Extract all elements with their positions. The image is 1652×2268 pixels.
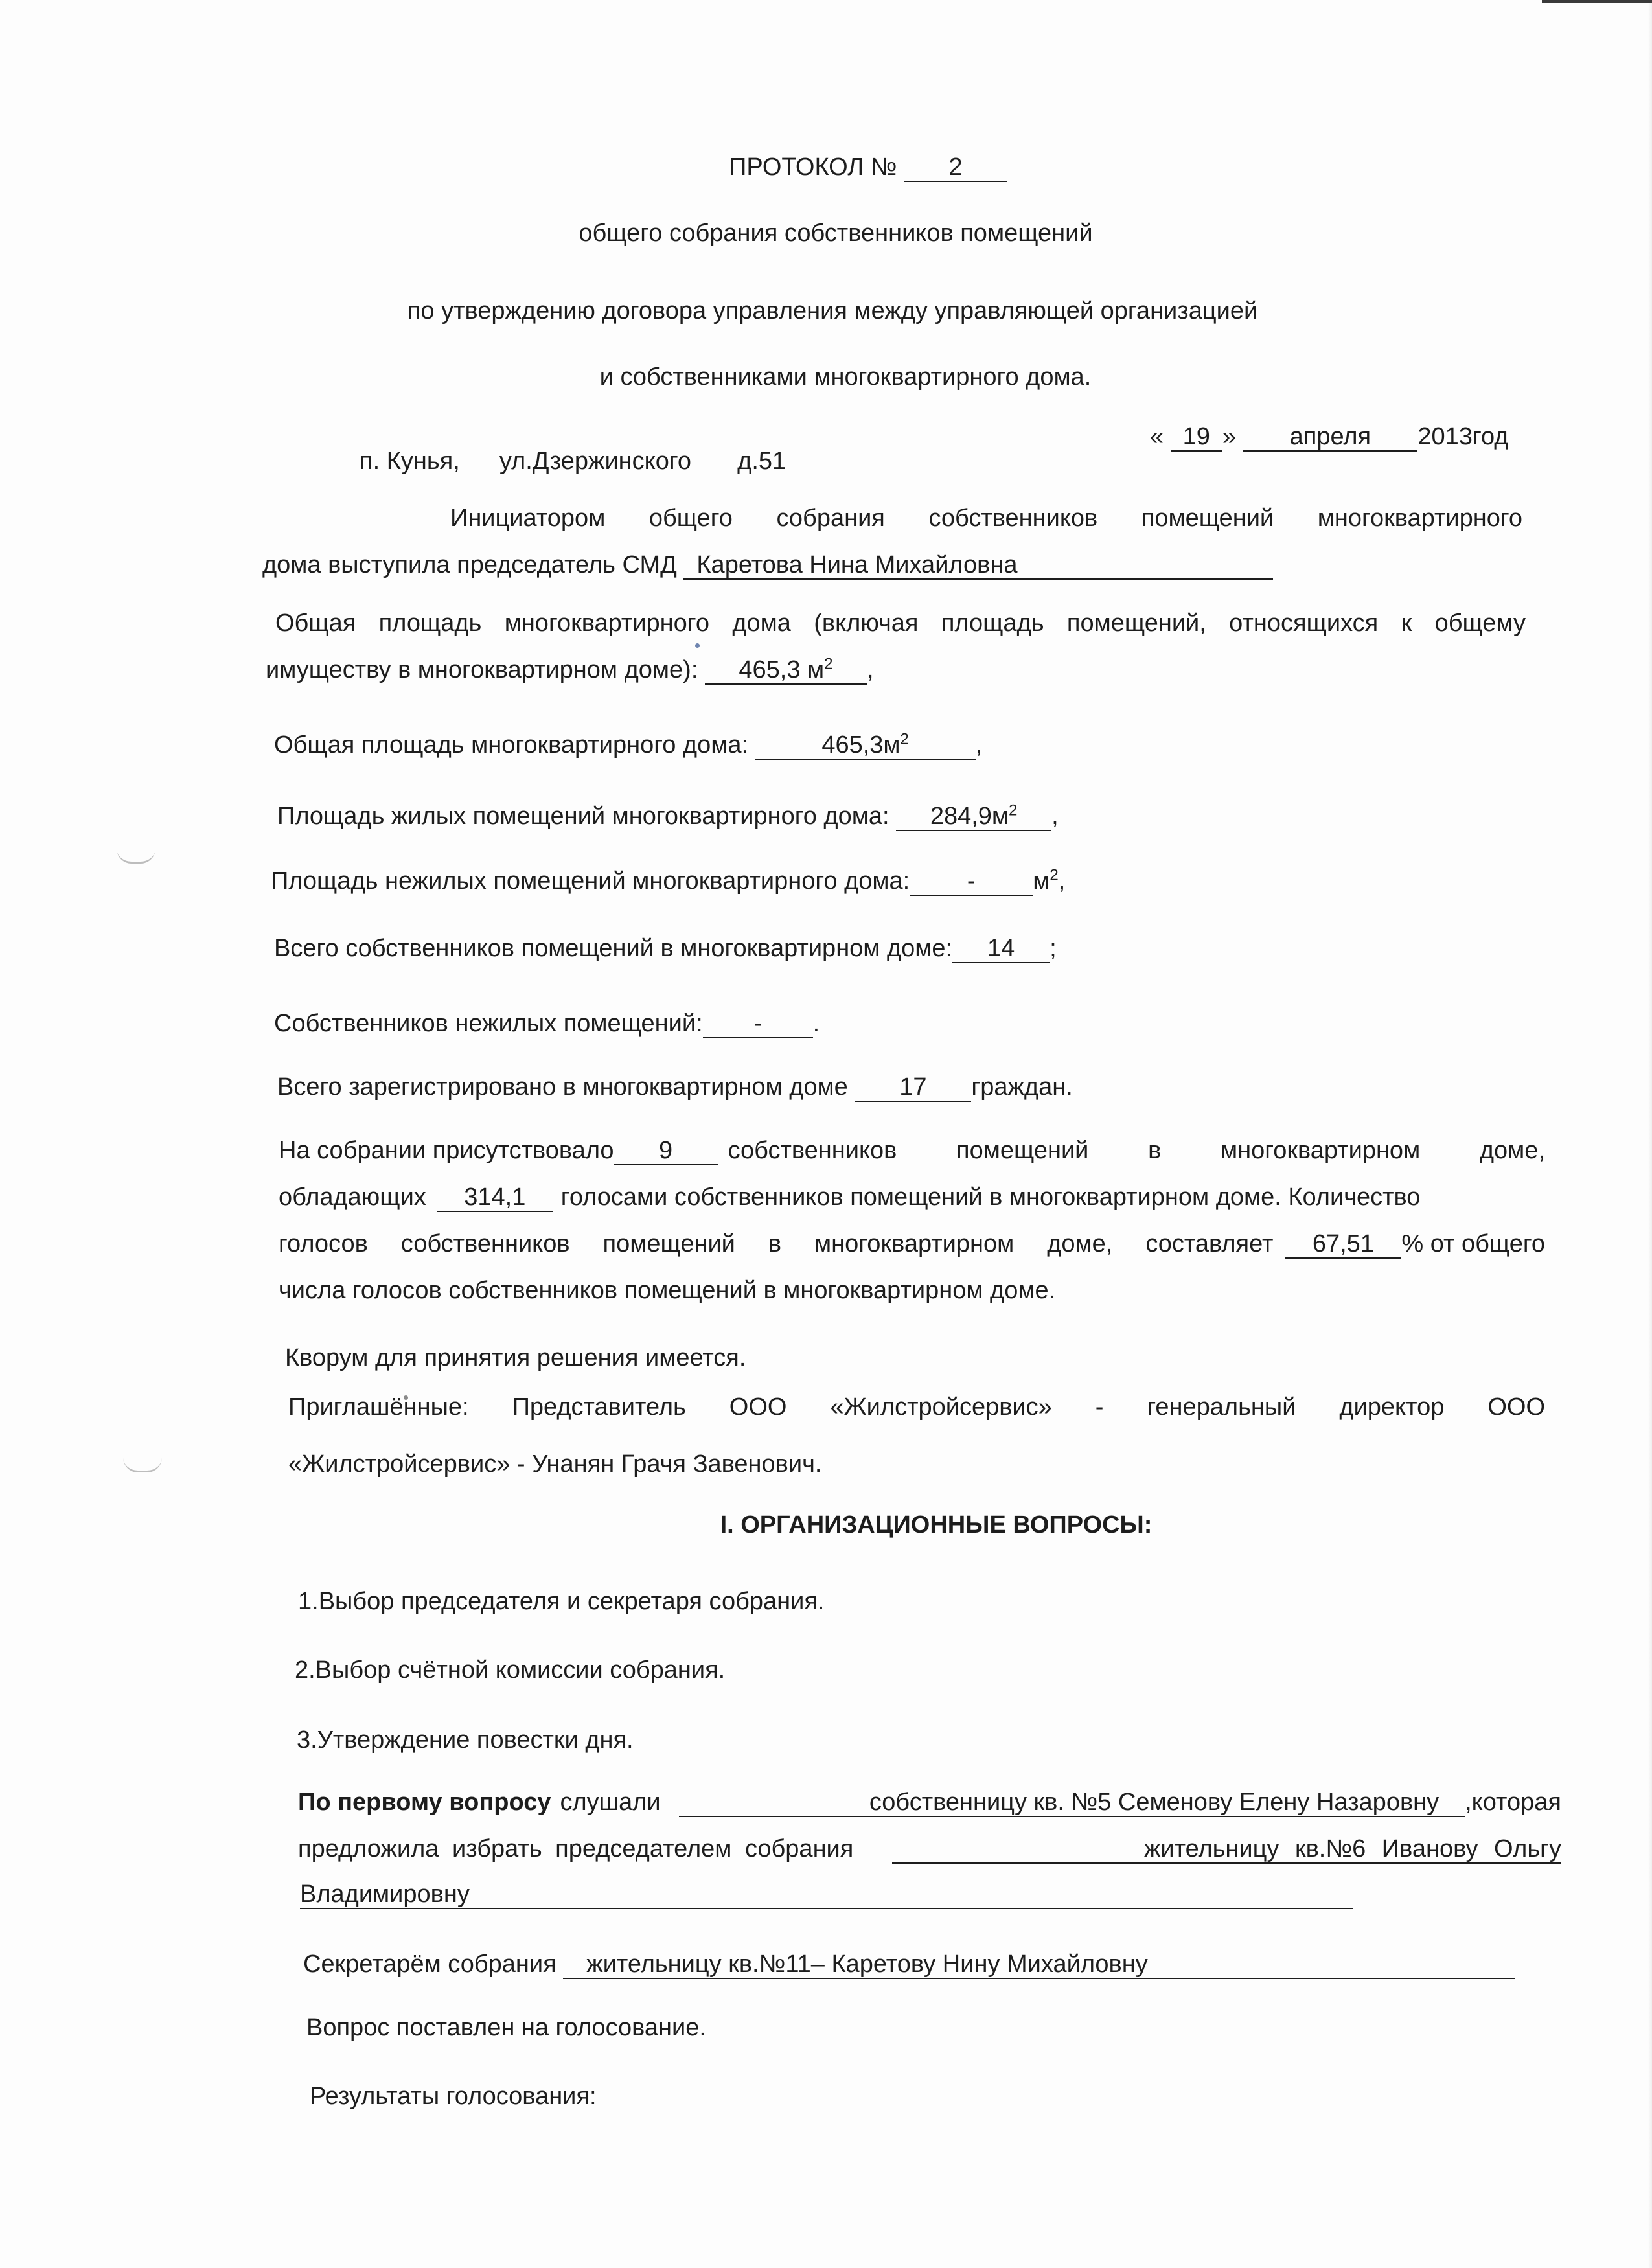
registered-line: Всего зарегистрировано в многоквартирном доме 17 граждан. (277, 1073, 1073, 1101)
scan-artifact-mark (117, 849, 155, 864)
chair-candidate-cont: Владимировну (300, 1881, 1353, 1909)
protocol-label: ПРОТОКОЛ № (729, 154, 897, 181)
first-question-line-3 (300, 1879, 1353, 1910)
first-question-line-1: По первому вопросу слушали собственницу кв. №5 Семенову Елену Назаровну ,которая (298, 1787, 1561, 1818)
agenda-item-2: 2.Выбор счётной комиссии собрания. (295, 1656, 726, 1684)
votes-percent: 67,51 (1285, 1230, 1401, 1259)
total-area-incl-line-1: Общая площадь многоквартирного дома (включая площадь помещений, относящихся к общему (275, 610, 1526, 637)
title-line-3: и собственниками многоквартирного дома. (599, 363, 1092, 391)
title-line-1: общего собрания собственников помещений (579, 220, 1093, 247)
quote-open: « (1150, 423, 1164, 450)
total-area-line: Общая площадь многоквартирного дома: $465,3м^2$ , (274, 730, 983, 759)
total-area-incl-line-2: имуществу в многоквартирном доме): 465,3 $м^2$ , (266, 655, 874, 683)
vote-put-statement: Вопрос поставлен на голосование. (306, 2014, 706, 2041)
owners-total-line: Всего собственников помещений в многоквартирном доме: 14 ; (274, 935, 1057, 962)
first-question-line-2: предложила избрать председателем собрания жительницу кв.№6 Иванову Ольгу (298, 1835, 1561, 1862)
settlement: п. Кунья, (360, 448, 460, 475)
total-area-incl-value: 465,3 $м^2$ (705, 656, 867, 685)
nonliving-area-line: Площадь нежилых помещений многоквартирного дома: - $м^2$, (271, 866, 1066, 895)
attendance-line-3: голосов собственников помещений в многоквартирном доме, составляет 67,51 % от общего (279, 1230, 1545, 1257)
registered-value: 17 (855, 1073, 971, 1102)
protocol-title (729, 152, 1007, 183)
agenda-item-3: 3.Утверждение повестки дня. (297, 1726, 634, 1754)
house-number: д.51 (737, 448, 786, 475)
attendance-line-1: На собрании присутствовало 9 собственников помещений в многоквартирном доме, (279, 1137, 1545, 1164)
chair-candidate: жительницу кв.№6 Иванову Ольгу (892, 1835, 1561, 1864)
secretary-value: жительницу кв.№11– Каретову Нину Михайловну (563, 1951, 1515, 1979)
secretary-line: Секретарём собрания жительницу кв.№11– Каретову Нину Михайловну (303, 1949, 1515, 1980)
nonliving-area-value: - (910, 867, 1033, 896)
nonliving-area-unit: м (1033, 867, 1050, 895)
scan-top-mark (1542, 0, 1652, 3)
attendance-line-2: обладающих 314,1 голосами собственников помещений в многоквартирном доме. Количество (279, 1184, 1421, 1211)
quote-close: » (1222, 423, 1236, 450)
total-area-value: $465,3м^2$ (755, 731, 976, 760)
date-month: апреля (1243, 423, 1417, 452)
title-line-2: по утверждению договора управления между управляющей организацией (407, 297, 1258, 325)
initiator-line-1: Инициатором общего собрания собственников помещений многоквартирного (450, 505, 1522, 532)
initiator-line-2: дома выступила председатель СМД Каретова Нина Михайловна (262, 549, 1273, 580)
quorum-statement: Кворум для принятия решения имеется. (285, 1344, 746, 1371)
owners-nonliving-line: Собственников нежилых помещений: - . (274, 1010, 820, 1037)
owners-total-value: 14 (952, 935, 1050, 963)
living-area-line: Площадь жилых помещений многоквартирного дома: $284,9м^2$ , (277, 801, 1059, 830)
invited-line-2: «Жилстройсервис» - Унанян Грачя Завенович. (288, 1450, 822, 1478)
street: ул.Дзержинского (499, 448, 692, 475)
scan-edge-shadow (1648, 0, 1652, 2268)
attendance-line-4: числа голосов собственников помещений в многоквартирном доме. (279, 1277, 1056, 1304)
date-day: 19 (1171, 423, 1222, 452)
initiator-name: Каретова Нина Михайловна (683, 551, 1273, 580)
owners-nonliving-value: - (703, 1010, 813, 1038)
voting-results-label: Результаты голосования: (310, 2083, 597, 2110)
date-line (1150, 421, 1508, 452)
place-line (360, 446, 786, 477)
protocol-number: 2 (904, 154, 1007, 182)
invited-line-1: Приглашённые: Представитель ООО «Жилстройсервис» - генеральный директор ООО (288, 1393, 1545, 1421)
attendees-count: 9 (614, 1137, 718, 1165)
scan-artifact-dot (695, 643, 700, 648)
scan-artifact-mark (123, 1458, 162, 1472)
first-question-speaker: собственницу кв. №5 Семенову Елену Назаровну (679, 1789, 1465, 1817)
living-area-value: $284,9м^2$ (896, 803, 1051, 831)
date-year: 2013год (1417, 423, 1509, 450)
section-heading: I. ОРГАНИЗАЦИОННЫЕ ВОПРОСЫ: (720, 1511, 1153, 1539)
agenda-item-1: 1.Выбор председателя и секретаря собрания. (298, 1588, 825, 1615)
votes-value: 314,1 (437, 1184, 553, 1212)
first-question-label: По первому вопросу (298, 1789, 551, 1816)
